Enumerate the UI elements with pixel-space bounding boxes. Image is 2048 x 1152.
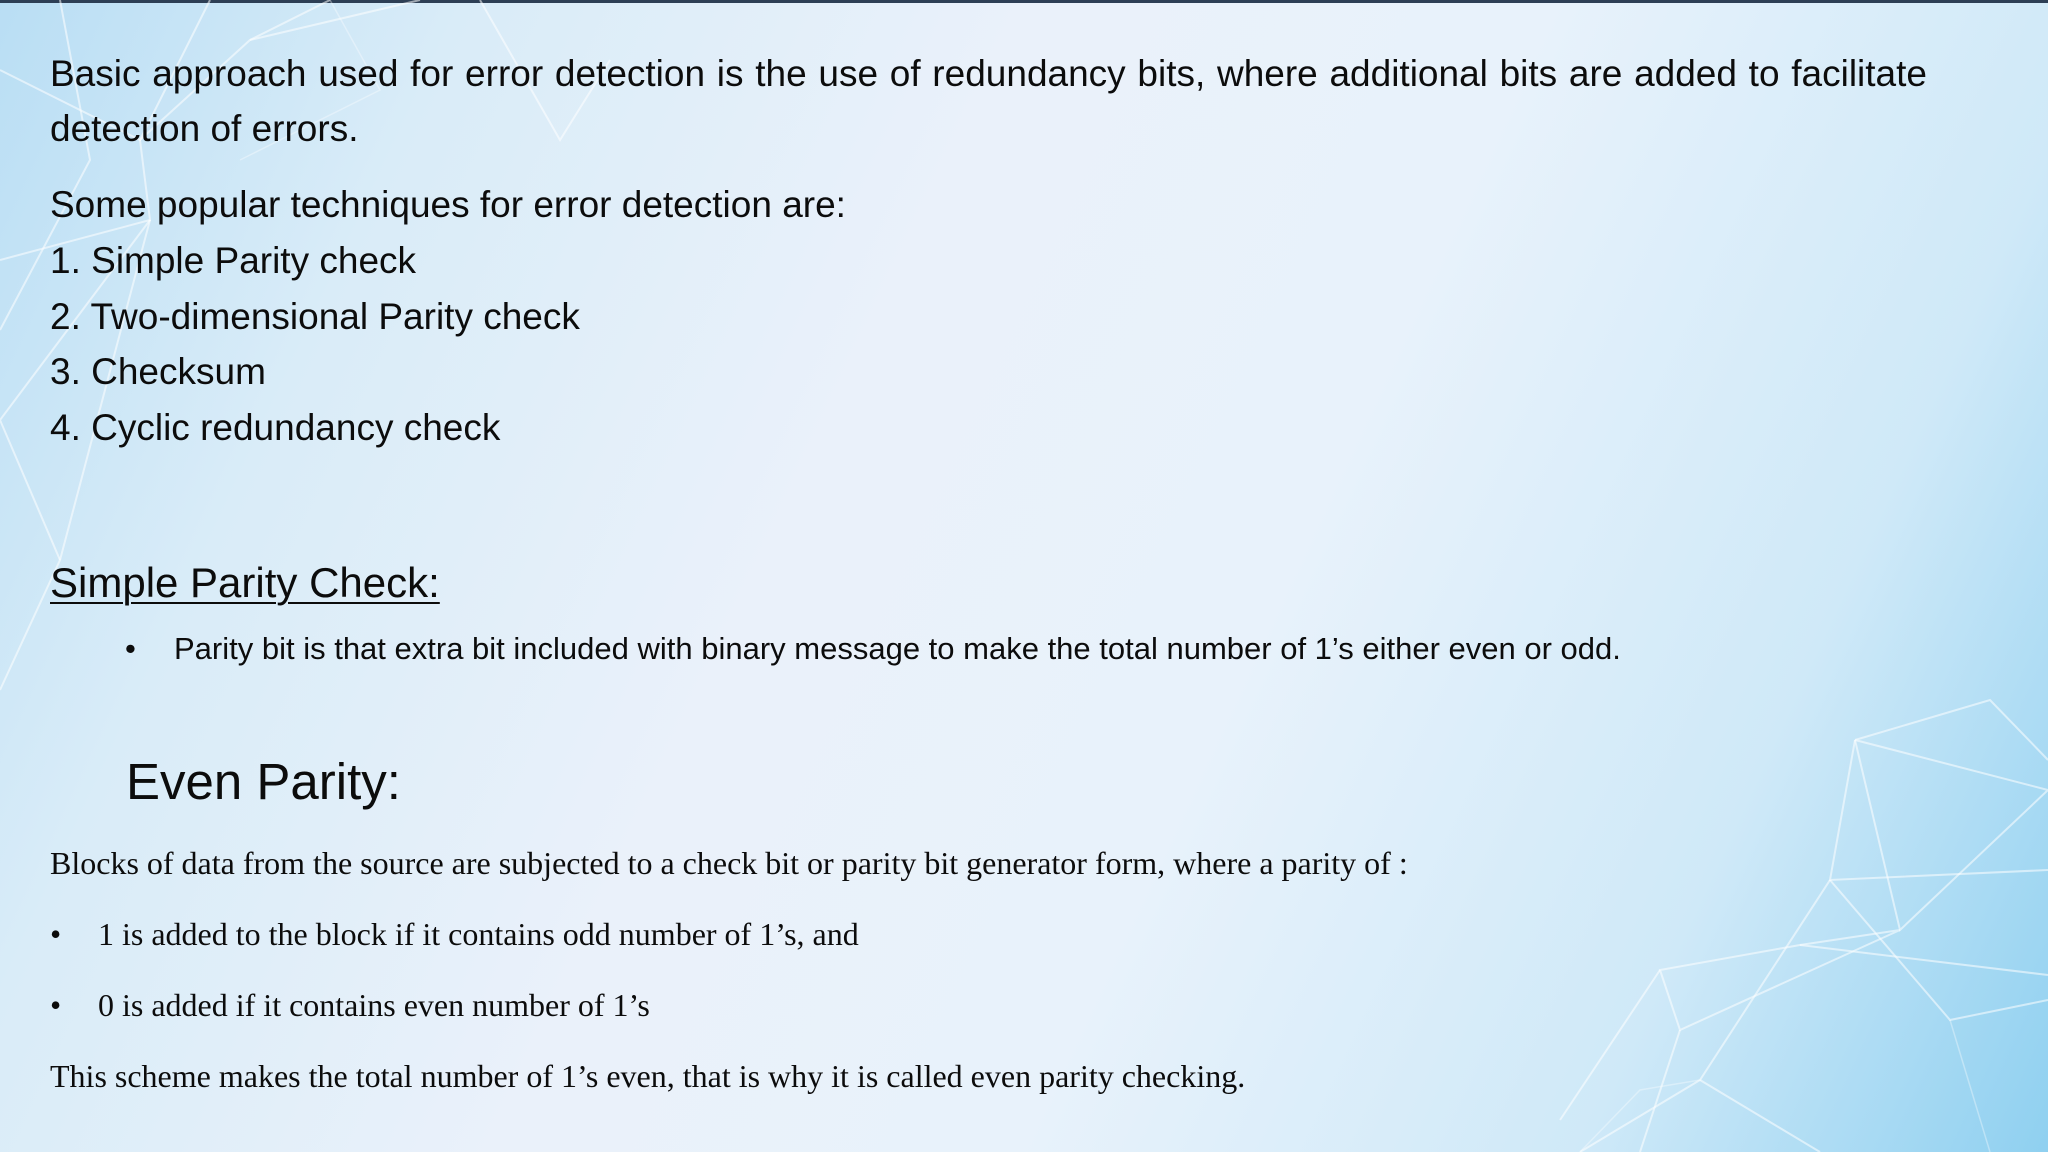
- simple-parity-title: Simple Parity Check:: [50, 559, 440, 606]
- technique-two-dimensional-parity: 2. Two-dimensional Parity check: [50, 295, 580, 337]
- even-parity-title: Even Parity:: [126, 753, 401, 810]
- even-parity-conclusion: This scheme makes the total number of 1’s even, that is why it is called even parity checking.: [50, 1058, 1246, 1094]
- rule-even-ones: [50, 982, 859, 1053]
- bullet-dot: •: [50, 987, 62, 1023]
- technique-checksum: 3. Checksum: [50, 351, 266, 392]
- techniques-heading: Some popular techniques for error detection are:: [50, 184, 846, 225]
- parity-bit-bullet: [125, 628, 1621, 670]
- technique-crc: 4. Cyclic redundancy check: [50, 406, 501, 448]
- parity-bit-definition: Parity bit is that extra bit included with binary message to make the total number of 1’s either even or odd.: [174, 631, 1621, 666]
- even-parity-rules: [50, 911, 859, 1053]
- technique-simple-parity: 1. Simple Parity check: [50, 240, 417, 281]
- even-parity-description: Blocks of data from the source are subjected to a check bit or parity bit generator form, where a parity of :: [50, 845, 1408, 881]
- bullet-dot: •: [50, 916, 62, 952]
- rule-odd-ones: [50, 911, 859, 982]
- bullet-dot: •: [125, 631, 136, 666]
- intro-paragraph: Basic approach used for error detection is the use of redundancy bits, where additional bits are added to facilitate detection of errors.: [50, 53, 1927, 149]
- rule-text: 1 is added to the block if it contains odd number of 1’s, and: [98, 916, 859, 952]
- rule-text: 0 is added if it contains even number of 1’s: [98, 987, 650, 1023]
- techniques-list: [50, 233, 580, 455]
